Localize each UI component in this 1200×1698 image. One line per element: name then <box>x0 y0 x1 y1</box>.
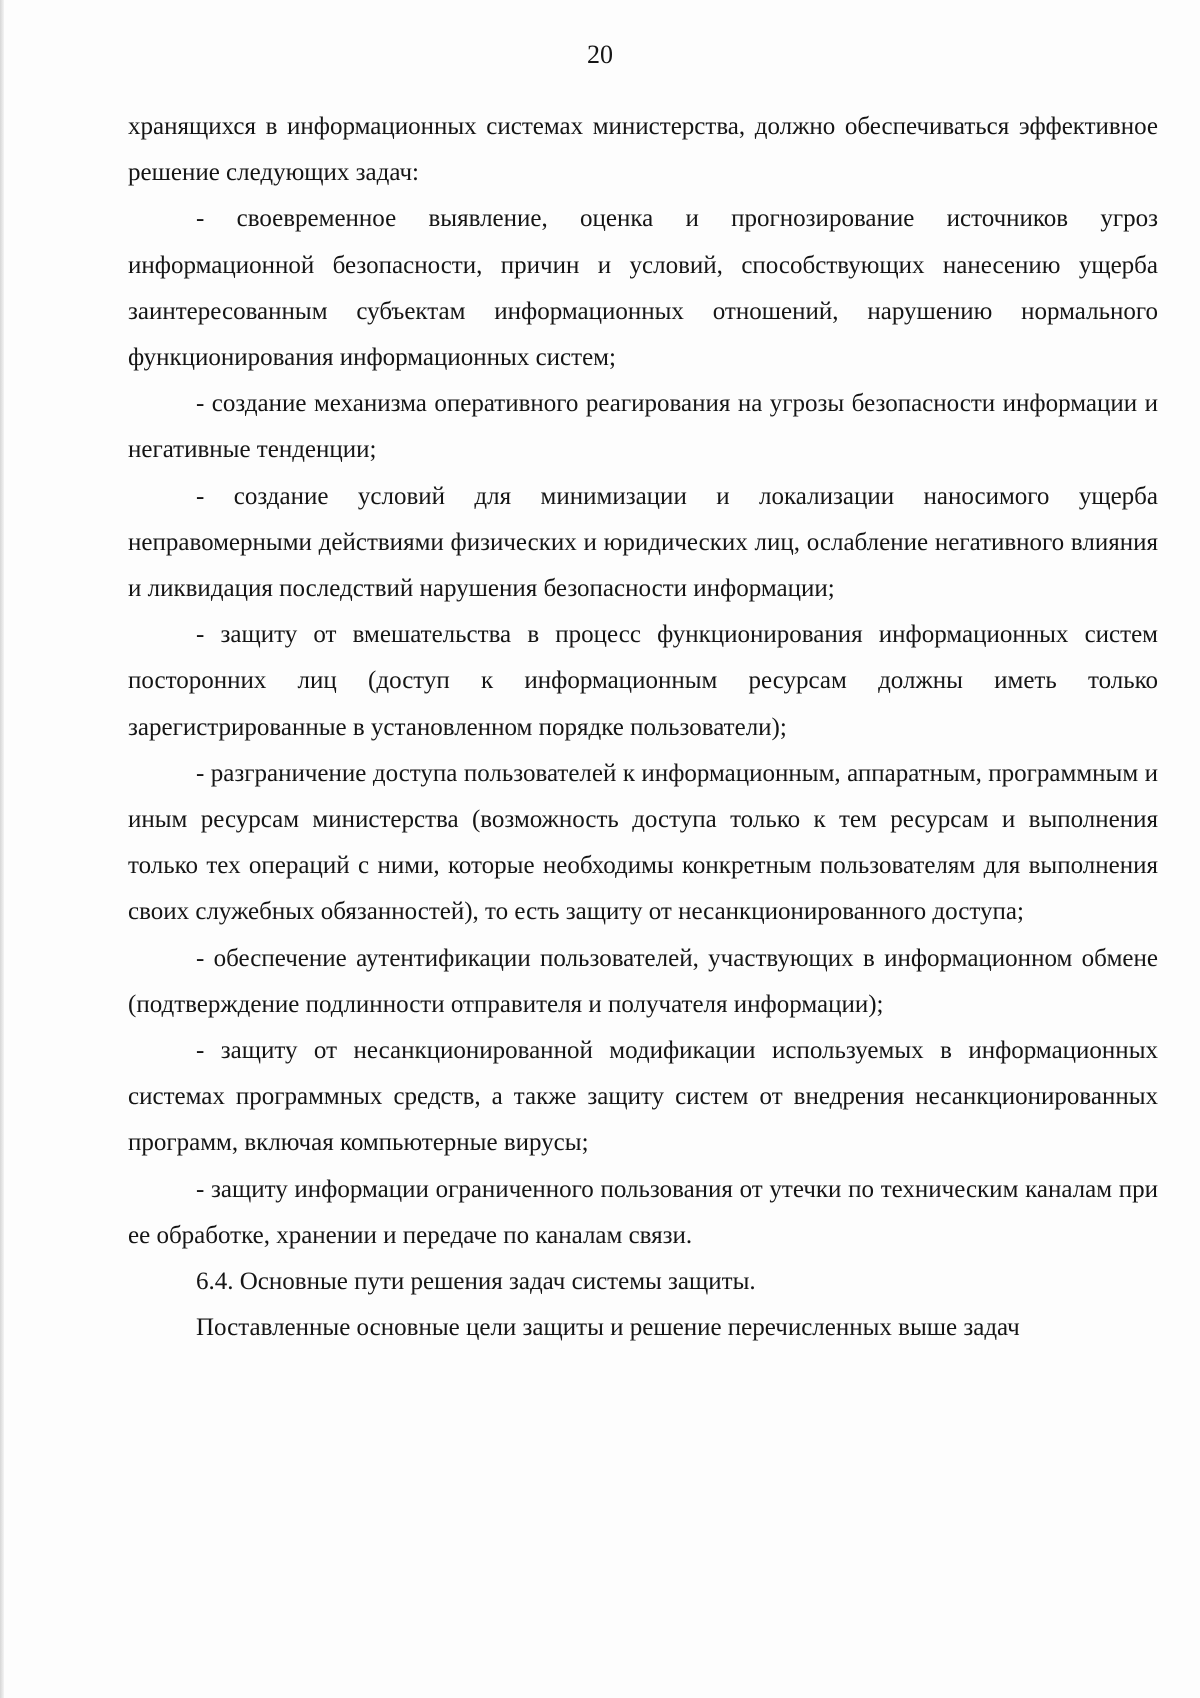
page-number: 20 <box>587 40 613 69</box>
scan-edge <box>0 0 4 1698</box>
section-heading-6-4: 6.4. Основные пути решения задач системы защиты. <box>196 1268 756 1296</box>
paragraph-task-response-mechanism: - создание механизма оперативного реагирования на угрозы безопасности информации и негативные тенденции; <box>128 390 1158 464</box>
paragraph-task-modification-protection: - защиту от несанкционированной модификации используемых в информационных системах программных средств, а также защиту систем от внедрения несанкционированных программ, включая компьютерные вирусы; <box>128 1037 1158 1157</box>
paragraph-intro: хранящихся в информационных системах министерства, должно обеспечиваться эффективное решение следующих задач: <box>128 113 1158 187</box>
paragraph-task-threat-forecast: - своевременное выявление, оценка и прогнозирование источников угроз информационной безопасности, причин и условий, способствующих нанесению ущерба заинтересованным субъектам информационных отношений, нарушению нормального функционирования информационных систем; <box>128 205 1158 372</box>
paragraph-task-intrusion-protection: - защиту от вмешательства в процесс функционирования информационных систем посторонних лиц (доступ к информационным ресурсам должны иметь только зарегистрированные в установленном порядке пользователи); <box>128 621 1158 741</box>
document-body <box>128 104 1158 1351</box>
paragraph-task-leak-protection: - защиту информации ограниченного пользования от утечки по техническим каналам при ее обработке, хранении и передаче по каналам связи. <box>128 1175 1158 1249</box>
paragraph-goals-continued: Поставленные основные цели защиты и решение перечисленных выше задач <box>196 1314 1020 1342</box>
paragraph-task-damage-minimization: - создание условий для минимизации и локализации наносимого ущерба неправомерными действиями физических и юридических лиц, ослабление негативного влияния и ликвидация последствий нарушения безопасности информации; <box>128 482 1158 603</box>
paragraph-task-authentication: - обеспечение аутентификации пользователей, участвующих в информационном обмене (подтверждение подлинности отправителя и получателя информации); <box>128 944 1158 1018</box>
paragraph-task-access-control: - разграничение доступа пользователей к информационным, аппаратным, программным и иным ресурсам министерства (возможность доступа только к тем ресурсам и выполнения только тех операций с ними, которые необходимы конкретным пользователям для выполнения своих служебных обязанностей), то есть защиту от несанкционированного доступа; <box>128 759 1158 926</box>
